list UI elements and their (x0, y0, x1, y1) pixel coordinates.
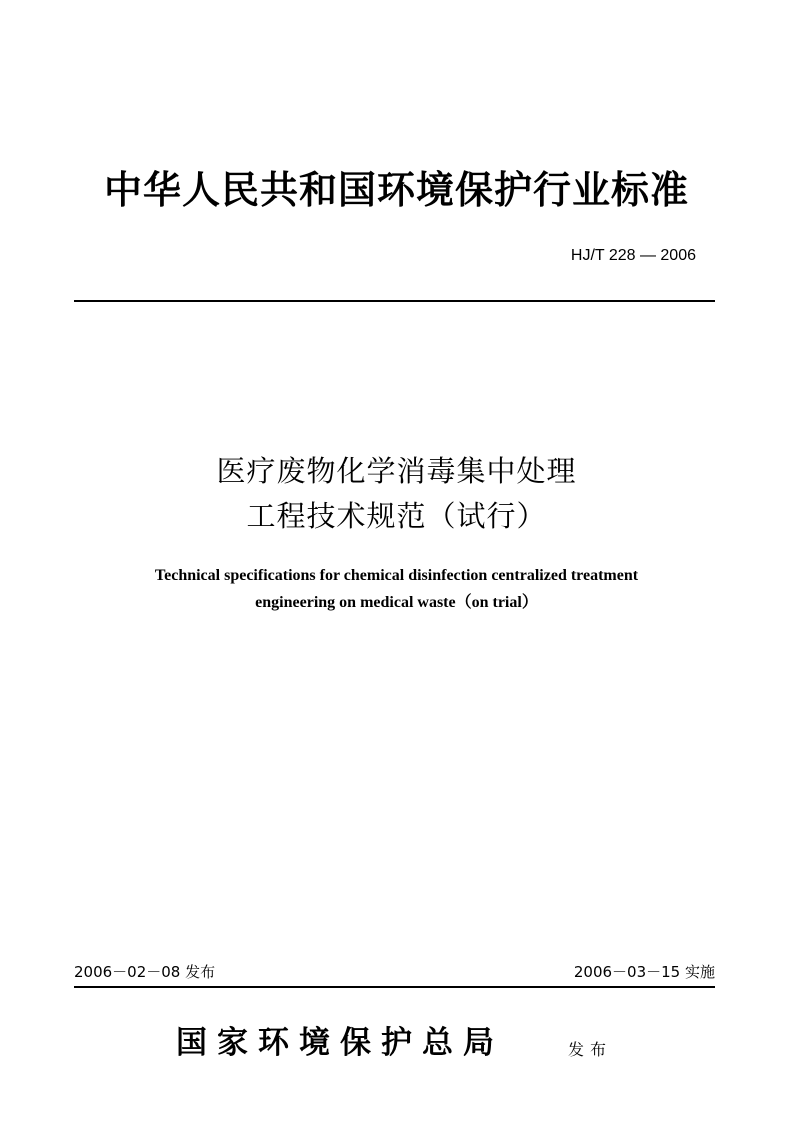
top-divider (74, 300, 715, 302)
bottom-divider (74, 986, 715, 988)
issuing-authority: 国家环境保护总局 (176, 1025, 504, 1061)
standard-category-title: 中华人民共和国环境保护行业标准 (103, 167, 689, 212)
english-title-line-2: engineering on medical waste（on trial） (255, 594, 538, 611)
issued-label: 发布 (568, 1040, 613, 1059)
standard-number: HJ/T 228 — 2006 (570, 247, 696, 264)
chinese-title-line-1: 医疗废物化学消毒集中处理 (216, 454, 577, 488)
english-title-line-1: Technical specifications for chemical disinfection centralized treatment (154, 567, 639, 584)
chinese-title-line-2: 工程技术规范（试行） (246, 499, 547, 533)
release-date: 2006－02－08 发布 (74, 963, 216, 981)
implementation-date: 2006－03－15 实施 (573, 963, 715, 981)
